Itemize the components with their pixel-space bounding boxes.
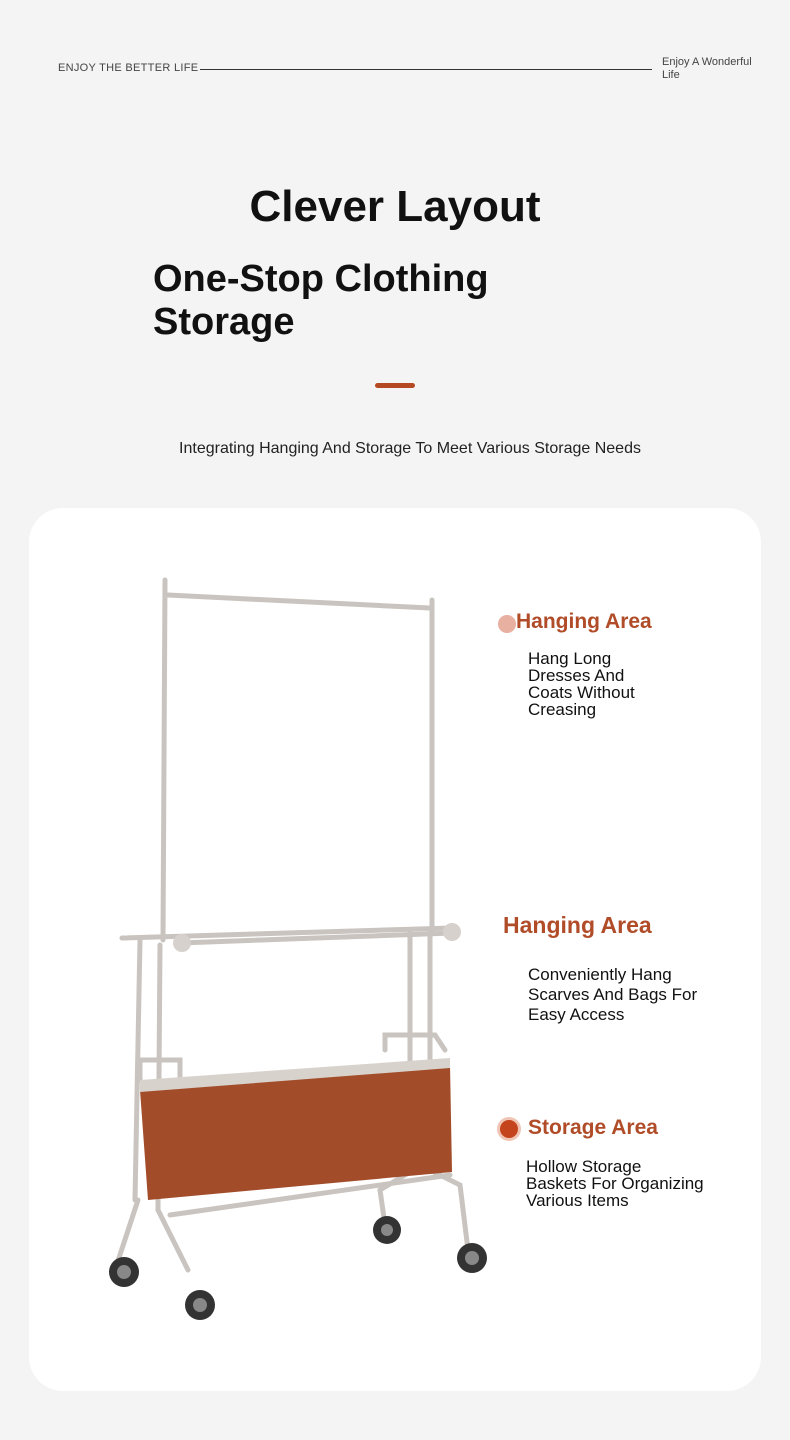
feature-hanging-area-1	[516, 610, 652, 634]
feature-desc: Hang Long Dresses And Coats Without Creasing	[528, 649, 635, 719]
dot-icon	[498, 615, 516, 633]
headline-one-stop: One-Stop Clothing Storage	[153, 258, 489, 343]
feature-desc: Conveniently Hang Scarves And Bags For Easy Access	[528, 965, 698, 1024]
headline-clever-layout: Clever Layout	[249, 182, 541, 231]
dot-icon	[500, 1120, 518, 1138]
page-header	[0, 0, 790, 120]
tagline-right: Enjoy A Wonderful Life	[662, 56, 752, 81]
feature-desc-2	[528, 965, 708, 1025]
feature-hanging-area-2	[503, 912, 652, 939]
header-divider	[200, 69, 652, 70]
tagline-left: ENJOY THE BETTER LIFE	[58, 62, 199, 74]
feature-title: Hanging Area	[503, 912, 652, 938]
accent-bar	[375, 383, 415, 388]
feature-title: Hanging Area	[516, 610, 652, 633]
feature-title: Storage Area	[528, 1116, 658, 1139]
feature-desc-1	[528, 650, 668, 718]
feature-desc-3	[526, 1158, 706, 1209]
clothing-rack-image	[80, 560, 520, 1340]
feature-desc: Hollow Storage Baskets For Organizing Various Items	[526, 1157, 704, 1210]
subtitle: Integrating Hanging And Storage To Meet Various Storage Needs	[179, 440, 641, 457]
feature-storage-area	[528, 1116, 658, 1140]
